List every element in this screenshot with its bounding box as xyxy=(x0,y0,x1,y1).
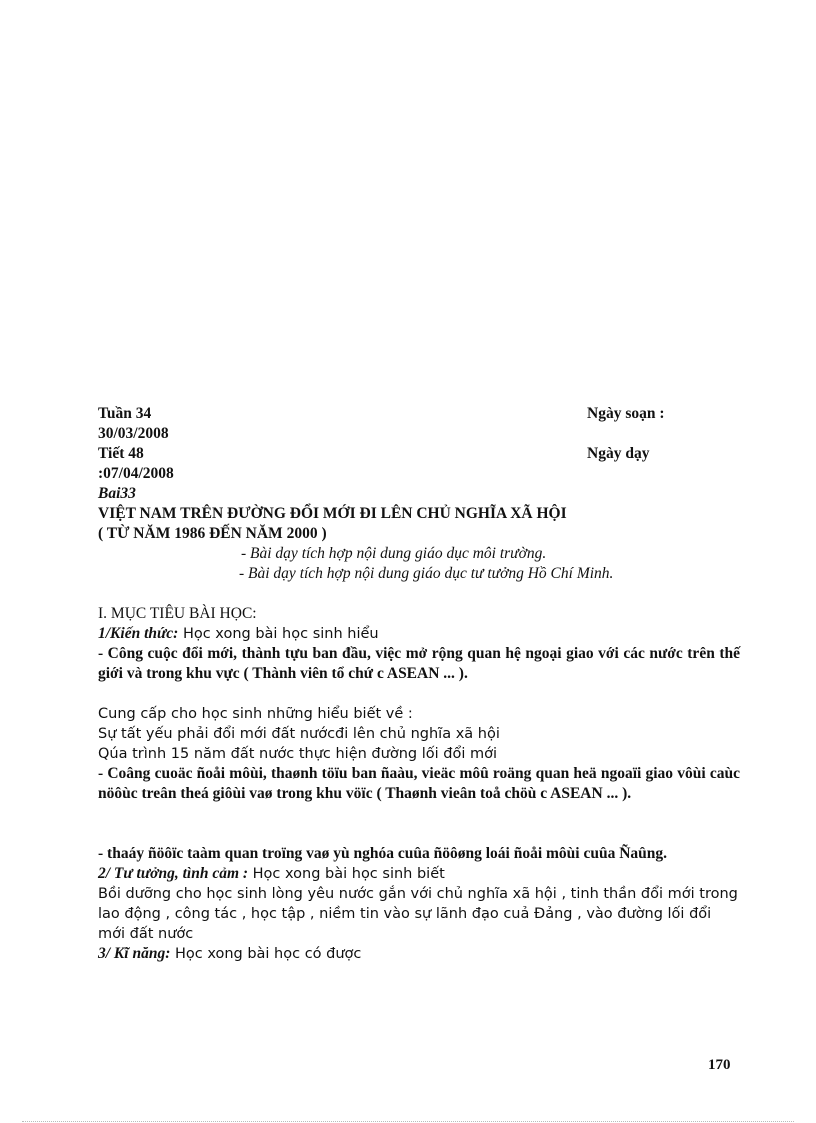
knowledge-line-2: Qúa trình 15 năm đất nước thực hiện đường lối đổi mới xyxy=(98,746,497,762)
week-label: Tuần 34 xyxy=(98,405,152,422)
lesson-number: Bai33 xyxy=(98,485,136,502)
garbled-bullet: - Coâng cuoäc ñoåi môùi, thaønh töïu ban ñaàu, vieäc môû roäng quan heä ngoaïi giao vôùi caùc nöôùc treân theá giôùi vaø trong khu vöïc ( Thaønh vieân toå chöù c ASEAN ... ). xyxy=(98,765,740,802)
skills-line xyxy=(98,944,740,964)
knowledge-bullet: - Công cuộc đổi mới, thành tựu ban đầu, việc mở rộng quan hệ ngoại giao với các nước trên thế giới và trong khu vực ( Thành viên tổ chứ c ASEAN ... ). xyxy=(98,645,740,682)
knowledge-line-1: Sự tất yếu phải đổi mới đất nướcđi lên chủ nghĩa xã hội xyxy=(98,726,500,742)
attitude-line xyxy=(98,864,740,884)
spacer xyxy=(98,684,740,704)
header-row-1 xyxy=(98,404,740,424)
knowledge-text: Học xong bài học sinh hiểu xyxy=(178,626,379,642)
lesson-subtitle: ( TỪ NĂM 1986 ĐẾN NĂM 2000 ) xyxy=(98,525,327,542)
knowledge-line xyxy=(98,624,740,644)
section-heading: I. MỤC TIÊU BÀI HỌC: xyxy=(98,605,257,622)
period-label: Tiết 48 xyxy=(98,445,144,462)
attitude-body: Bồi dưỡng cho học sinh lòng yêu nước gắn với chủ nghĩa xã hội , tinh thần đổi mới trong lao động , công tác , học tập , niềm tin vào sự lãnh đạo cuả Đảng , vào đường lối đổi mới đất nước xyxy=(98,886,738,942)
integration-note-environment: - Bài dạy tích hợp nội dung giáo dục môi trường. xyxy=(241,545,547,562)
attitude-text: Học xong bài học sinh biết xyxy=(248,866,445,882)
page-number: 170 xyxy=(708,1057,731,1073)
lesson-plan-content xyxy=(98,404,740,964)
garbled-note: - thaáy ñöôïc taàm quan troïng vaø yù nghóa cuûa ñöôøng loái ñoåi môùi cuûa Ñaûng. xyxy=(98,845,668,862)
lesson-title: VIỆT NAM TRÊN ĐƯỜNG ĐỔI MỚI ĐI LÊN CHỦ NGHĨA XÃ HỘI xyxy=(98,505,567,522)
knowledge-label: 1/Kiến thức: xyxy=(98,625,179,642)
integration-note-ho-chi-minh: - Bài dạy tích hợp nội dung giáo dục tư tưởng Hồ Chí Minh. xyxy=(239,565,614,582)
header-row-2 xyxy=(98,444,740,464)
spacer xyxy=(98,804,740,844)
skills-text: Học xong bài học có được xyxy=(170,946,362,962)
knowledge-intro: Cung cấp cho học sinh những hiểu biết về : xyxy=(98,706,413,722)
prep-date: 30/03/2008 xyxy=(98,425,169,442)
attitude-label: 2/ Tư tưởng, tình cảm : xyxy=(98,865,249,882)
prep-date-label: Ngày soạn : xyxy=(587,405,665,422)
teach-date: :07/04/2008 xyxy=(98,465,174,482)
page-bottom-divider xyxy=(22,1121,794,1122)
skills-label: 3/ Kĩ năng: xyxy=(98,945,171,962)
spacer xyxy=(98,584,740,604)
teach-date-label: Ngày dạy xyxy=(587,445,650,462)
